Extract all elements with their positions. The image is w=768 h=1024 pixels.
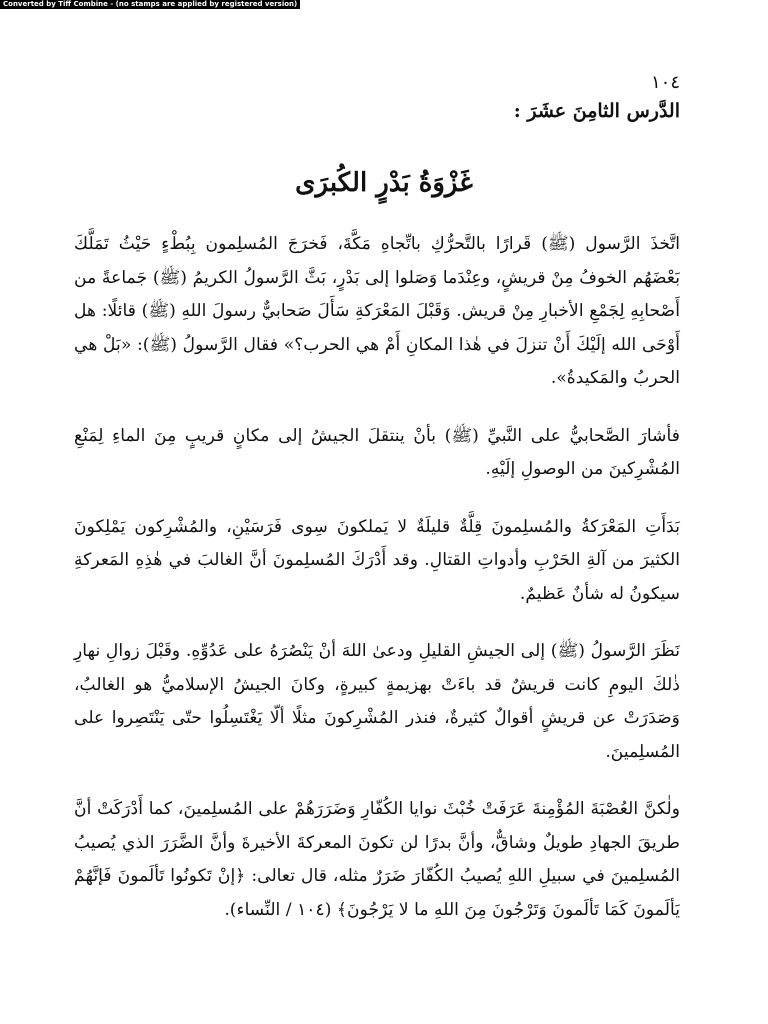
converter-banner: Converted by Tiff Combine - (no stamps are applied by registered version) xyxy=(0,0,300,9)
paragraph-5: ولٰكنَّ العُصْبَةَ المُؤْمِنةَ عَرَفَتْ خُبْثَ نوايا الكُفّارِ وَضَرَرَهُمْ على المُسلِمينَ، كما أَدْرَكَتْ أنَّ طريقَ الجهادِ طويلٌ وشاقٌّ، وأنَّ بدرًا لن تكونَ المعركةَ الأخيرةَ وأنَّ الضَّرَرَ الذي يُصيبُ المُسلِمينَ في سبيلِ اللهِ يُصيبُ الكُفّارَ ضَرَرٌ مثله، قال تعالى: ﴿إنْ تَكونُوا تَألَمونَ فَإنَّهُمْ يَألَمونَ كَمَا تَألَمونَ وَتَرْجُونَ مِنَ اللهِ ما لا يَرْجُونَ﴾ (١٠٤ / النِّساء). xyxy=(74,799,680,920)
lesson-label: الدَّرس الثامِنَ عشَرَ : xyxy=(513,100,680,122)
paragraph-2: فأشارَ الصَّحابيُّ على النَّبيِّ (ﷺ) بأنْ ينتقلَ الجيشُ إلى مكانٍ قريبٍ مِنَ الماءِ لِمَنْعِ المُشْرِكينَ من الوصولِ إلَيْهِ. xyxy=(74,425,680,479)
page-number: ١٠٤ xyxy=(650,72,680,93)
body-text xyxy=(74,228,680,951)
page-title: غَزْوَةُ بَدْرٍ الكُبرَى xyxy=(295,168,473,198)
paragraph-1: اتَّخذَ الرَّسول (ﷺ) قَرارًا بالتَّحرُّكِ باتِّجاهِ مَكَّةَ، فَخرَجَ المُسلِمون بِبُطْءٍ حَيْثُ تَمَلَّكَ بَعْضَهُم الخوفُ مِنْ قريشٍ، وعِنْدَما وَصَلوا إلى بَدْرٍ، بَثَّ الرَّسولُ الكريمُ (ﷺ) جَماعةً من أَصْحابِهِ لِجَمْعِ الأخبارِ مِنْ قريش. وَقَبْلَ المَعْرَكةِ سَأَلَ صَحابيٌّ رسولَ اللهِ (ﷺ) قائلًا: هل أَوْحَى الله إلَيْكَ أَنْ تنزلَ في هٰذا المكانِ أَمْ هي الحرب؟» فقال الرَّسولُ (ﷺ): «بَلْ هي الحربُ والمَكيدةُ». xyxy=(74,234,680,388)
paragraph-3: بَدَأَتِ المَعْرَكةُ والمُسلِمونَ قِلَّةٌ قليلَةٌ لا يَملكونَ سِوى فَرَسَيْنِ، والمُشْرِكون يَمْلِكونَ الكثيرَ من آلةِ الحَرْبِ وأدواتِ القتالِ. وقد أَدْرَكَ المُسلِمونَ أنَّ الغالبَ في هٰذِهِ المَعركةِ سيكونُ له شأنٌ عَظيمٌ. xyxy=(74,516,680,604)
paragraph-4: نَظَرَ الرَّسولُ (ﷺ) إلى الجيشِ القليلِ ودعىٰ اللهَ أنْ يَنْصُرَهُ على عَدُوِّهِ. وقَبْلَ زوالِ نهارِ ذٰلكَ اليومِ كانت قريشٌ قد باءَتْ بهزيمةٍ كبيرةٍ، وكانَ الجيشُ الإسلاميُّ هو الغالبُ، وَصَدَرَتْ عن قريشٍ أقوالٌ كثيرةٌ، فنذر المُشْرِكونَ مثلًا ألّا يَغْتَسِلُوا حتّى يَنْتَصِروا على المُسلِمينَ. xyxy=(74,641,680,762)
